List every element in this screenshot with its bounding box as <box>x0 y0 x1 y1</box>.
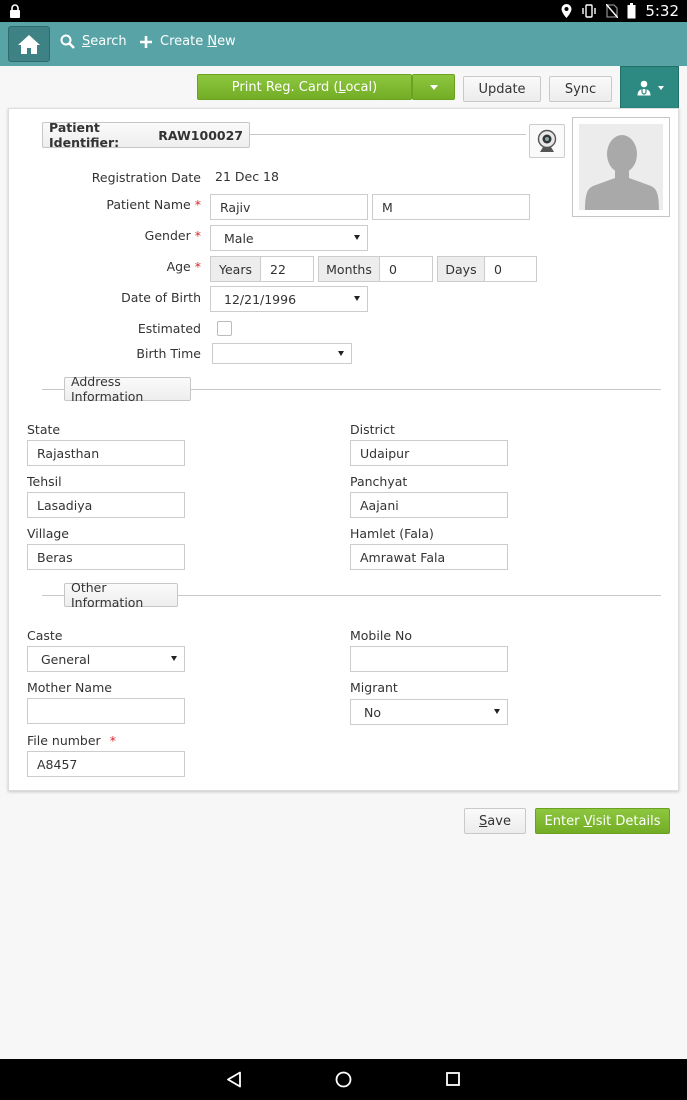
age-days-input[interactable]: 0 <box>484 256 537 282</box>
months-addon: Months <box>318 256 380 282</box>
district-label: District <box>350 422 395 437</box>
print-options-dropdown[interactable] <box>412 74 455 100</box>
clock: 5:32 <box>645 2 679 20</box>
mother-name-input[interactable] <box>27 698 185 724</box>
location-icon <box>561 4 572 18</box>
update-button[interactable] <box>463 76 541 102</box>
file-number-input[interactable]: A8457 <box>27 751 185 777</box>
print-reg-card-label: Print Reg. Card (Local) <box>231 79 378 95</box>
caste-label: Caste <box>27 628 63 643</box>
dob-label: Date of Birth <box>121 290 201 305</box>
patient-name-label: Patient Name * <box>106 197 201 212</box>
no-sim-icon <box>606 4 618 18</box>
enter-visit-details-button[interactable] <box>535 808 670 834</box>
battery-icon <box>627 3 636 19</box>
gender-label: Gender * <box>144 228 201 243</box>
district-input[interactable]: Udaipur <box>350 440 508 466</box>
gender-value: Male <box>224 230 254 246</box>
state-input[interactable]: Rajasthan <box>27 440 185 466</box>
days-addon: Days <box>437 256 485 282</box>
vibrate-icon <box>581 4 597 18</box>
village-input[interactable]: Beras <box>27 544 185 570</box>
patient-photo <box>572 117 670 217</box>
file-number-label: File number * <box>27 733 116 748</box>
dob-value: 12/21/1996 <box>224 291 297 307</box>
age-months-input[interactable]: 0 <box>379 256 433 282</box>
home-button[interactable] <box>8 26 50 62</box>
migrant-select[interactable] <box>350 699 508 725</box>
save-label: Save <box>479 813 511 829</box>
birth-time-select[interactable] <box>212 343 352 364</box>
estimated-label: Estimated <box>137 321 201 336</box>
caret-down-icon <box>430 85 438 90</box>
caret-down-icon <box>354 296 360 301</box>
last-name-input[interactable]: M <box>372 194 530 220</box>
years-addon: Years <box>210 256 261 282</box>
recents-icon[interactable] <box>446 1072 460 1086</box>
address-section-title: Address Information <box>64 377 191 401</box>
mobile-label: Mobile No <box>350 628 412 643</box>
android-nav-bar <box>0 1059 687 1100</box>
hamlet-input[interactable]: Amrawat Fala <box>350 544 508 570</box>
caste-select[interactable] <box>27 646 185 672</box>
village-label: Village <box>27 526 69 541</box>
age-label: Age * <box>166 259 201 274</box>
top-nav <box>0 22 687 66</box>
mother-name-label: Mother Name <box>27 680 112 695</box>
doctor-icon <box>636 80 652 96</box>
create-new-label: Create New <box>160 34 236 49</box>
sync-label: Sync <box>564 81 597 97</box>
webcam-icon <box>536 129 558 153</box>
caret-down-icon <box>171 656 177 661</box>
avatar-placeholder-icon <box>579 124 663 210</box>
patient-identifier-value: RAW100027 <box>158 127 243 143</box>
caret-down-icon <box>658 86 664 90</box>
webcam-button[interactable] <box>529 124 565 158</box>
caret-down-icon <box>354 235 360 240</box>
back-icon[interactable] <box>226 1071 242 1088</box>
first-name-input[interactable]: Rajiv <box>210 194 368 220</box>
other-section-title: Other Information <box>64 583 178 607</box>
search-icon <box>60 34 75 49</box>
estimated-checkbox[interactable] <box>217 321 232 336</box>
home-circle-icon[interactable] <box>335 1071 352 1088</box>
registration-date-label: Registration Date <box>91 170 201 185</box>
dob-select[interactable] <box>210 286 368 312</box>
update-label: Update <box>478 81 526 97</box>
patient-identifier <box>42 122 250 148</box>
plus-icon <box>139 35 153 49</box>
sync-button[interactable] <box>549 76 612 102</box>
age-years-input[interactable]: 22 <box>260 256 314 282</box>
search-label: Search <box>82 34 127 49</box>
tehsil-label: Tehsil <box>27 474 62 489</box>
migrant-label: Migrant <box>350 680 398 695</box>
caste-value: General <box>41 651 91 667</box>
mobile-input[interactable] <box>350 646 508 672</box>
caret-down-icon <box>338 351 344 356</box>
lock-icon <box>9 4 21 18</box>
create-new-link[interactable] <box>139 34 236 49</box>
panchyat-label: Panchyat <box>350 474 408 489</box>
patient-identifier-label: Patient Identifier: <box>49 120 120 150</box>
save-button[interactable] <box>464 808 526 834</box>
state-label: State <box>27 422 61 437</box>
print-reg-card-button[interactable] <box>197 74 412 100</box>
search-link[interactable] <box>60 34 127 49</box>
status-bar <box>0 0 687 22</box>
user-menu-button[interactable] <box>620 66 679 109</box>
enter-visit-details-label: Enter Visit Details <box>544 813 661 829</box>
caret-down-icon <box>494 709 500 714</box>
registration-date-value: 21 Dec 18 <box>215 169 279 184</box>
migrant-value: No <box>364 704 381 720</box>
gender-select[interactable] <box>210 225 368 251</box>
tehsil-input[interactable]: Lasadiya <box>27 492 185 518</box>
panchyat-input[interactable]: Aajani <box>350 492 508 518</box>
hamlet-label: Hamlet (Fala) <box>350 526 434 541</box>
birth-time-label: Birth Time <box>136 346 201 361</box>
home-icon <box>17 34 41 55</box>
